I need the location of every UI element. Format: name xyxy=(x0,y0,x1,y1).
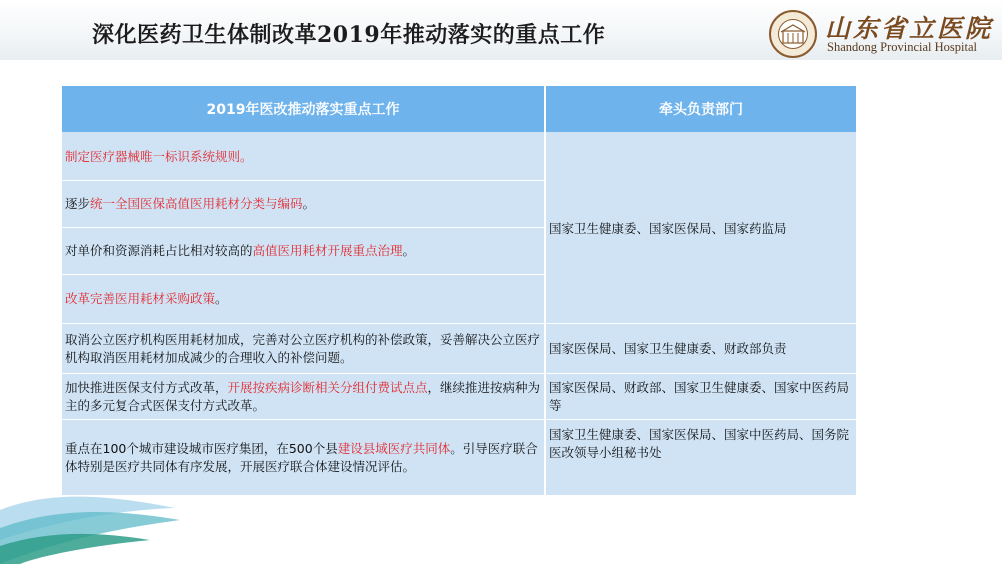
work-item-text xyxy=(65,195,315,213)
text-segment: 重点在100个城市建设城市医疗集团，在500个县 xyxy=(65,440,338,456)
highlighted-text: 改革完善医用耗材采购政策 xyxy=(65,291,216,306)
work-item-cell xyxy=(62,275,544,324)
hospital-emblem-icon xyxy=(769,10,817,58)
work-item-cell xyxy=(62,374,544,420)
table-header-department: 牵头负责部门 xyxy=(546,86,856,132)
text-segment: 逐步 xyxy=(65,196,91,211)
text-segment: 。 xyxy=(215,291,228,306)
text-segment: 。 xyxy=(402,243,416,258)
text-segment: ，继续推进按病种为主的多元复合式医保支付方式改革。 xyxy=(65,379,541,413)
table-header-work: 2019年医改推动落实重点工作 xyxy=(62,86,544,132)
work-item-text xyxy=(65,148,253,166)
text-segment: 。引导医疗联合体特别是医疗共同体有序发展，开展医疗联合体建设情况评估。 xyxy=(65,440,538,474)
highlighted-text: 统一全国医保高值医用耗材分类与编码 xyxy=(90,196,303,211)
work-item-cell xyxy=(62,134,544,181)
highlighted-text: 开展按疾病诊断相关分组付费试点点 xyxy=(227,379,428,395)
decorative-wave xyxy=(0,470,200,564)
text-segment: 。 xyxy=(302,196,316,211)
department-cell: 国家医保局、财政部、国家卫生健康委、国家中医药局等 xyxy=(546,374,856,420)
department-cell: 国家卫生健康委、国家医保局、国家药监局 xyxy=(546,134,856,324)
work-item-text xyxy=(65,290,228,308)
highlighted-text: 高值医用耗材开展重点治理 xyxy=(252,243,403,258)
work-item-cell xyxy=(62,181,544,228)
work-item-cell xyxy=(62,228,544,275)
text-segment: 取消公立医疗机构医用耗材加成，完善对公立医疗机构的补偿政策，妥善解决公立医疗机构取消医用耗材加成减少的合理收入的补偿问题。 xyxy=(65,331,541,365)
work-item-cell xyxy=(62,324,544,374)
department-cell: 国家医保局、国家卫生健康委、财政部负责 xyxy=(546,324,856,374)
reform-work-table xyxy=(62,86,856,495)
highlighted-text: 建设县域医疗共同体 xyxy=(337,440,451,456)
text-segment: 加快推进医保支付方式改革， xyxy=(65,379,228,395)
work-item-text xyxy=(65,331,541,367)
slide-title: 深化医药卫生体制改革2019年推动落实的重点工作 xyxy=(92,22,606,48)
logo-name-cn: 山东省立医院 xyxy=(825,14,994,43)
text-segment: 对单价和资源消耗占比相对较高的 xyxy=(65,243,253,258)
work-item-text xyxy=(65,379,541,415)
highlighted-text: 制定医疗器械唯一标识系统规则。 xyxy=(65,149,253,164)
work-item-text xyxy=(65,242,415,260)
logo-name-en: Shandong Provincial Hospital xyxy=(827,40,977,54)
department-cell: 国家卫生健康委、国家医保局、国家中医药局、国务院医改领导小组秘书处 xyxy=(546,420,856,495)
